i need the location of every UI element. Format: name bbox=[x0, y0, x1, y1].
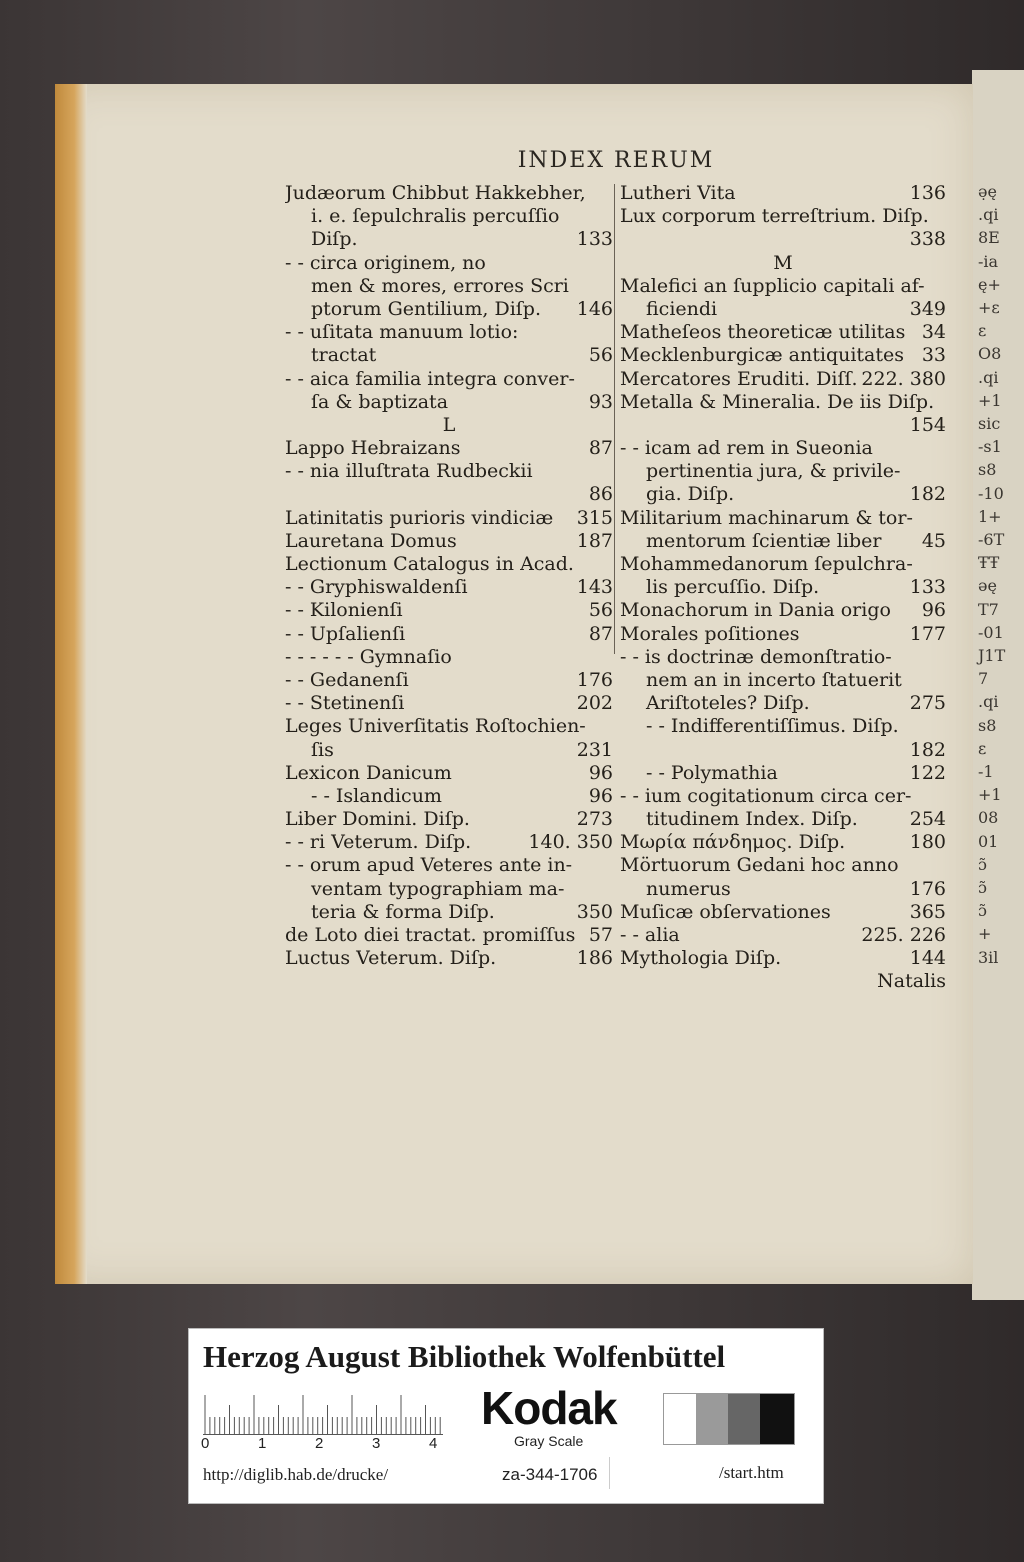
index-entry bbox=[620, 182, 946, 205]
index-entry-text: - - Islandicum bbox=[311, 784, 442, 807]
index-entry bbox=[620, 344, 946, 367]
next-page-fragment: O8 bbox=[978, 344, 1002, 364]
ruler-number: 4 bbox=[429, 1435, 438, 1452]
index-entry-text: ſis bbox=[311, 738, 334, 761]
index-entry bbox=[285, 669, 613, 692]
next-page-fragment: ɔ̃ bbox=[978, 878, 987, 897]
index-entry-page: 350 bbox=[576, 900, 613, 923]
gray-patch-black bbox=[760, 1394, 794, 1444]
index-entry-text: - - Gryphiswaldenſi bbox=[285, 576, 468, 599]
index-entry-page: 187 bbox=[576, 529, 613, 552]
index-entry-text: - - is doctrinæ demonſtratio- bbox=[620, 645, 892, 668]
index-entry-text: i. e. ſepulchralis percuſſio bbox=[311, 205, 560, 228]
next-page-fragment: 7 bbox=[978, 669, 989, 689]
next-page-fragment: 8E bbox=[978, 228, 1000, 248]
index-entry-text: Judæorum Chibbut Hakkebher, bbox=[285, 182, 586, 204]
index-entry-text: - - ium cogitationum circa cer- bbox=[620, 784, 912, 807]
index-entry-text: - - icam ad rem in Sueonia bbox=[620, 437, 873, 460]
index-entry-page: 87 bbox=[588, 622, 613, 645]
index-entry-page: 122 bbox=[909, 761, 946, 784]
index-entry-page: 275 bbox=[909, 692, 946, 715]
index-entry bbox=[620, 437, 946, 460]
index-entry bbox=[620, 205, 946, 228]
index-entry-text: - - alia bbox=[620, 924, 680, 946]
index-entry-page: 56 bbox=[588, 344, 613, 367]
index-entry-text: Leges Univerſitatis Roſtochien- bbox=[285, 715, 586, 738]
index-entry-page: 176 bbox=[576, 668, 613, 691]
next-page-fragment: +ε bbox=[978, 298, 1000, 317]
index-entry-page: 202 bbox=[576, 692, 613, 715]
index-entry-page: 365 bbox=[909, 900, 946, 923]
index-entry bbox=[620, 391, 946, 414]
next-page-fragment: -1 bbox=[978, 762, 994, 781]
index-entry bbox=[620, 368, 946, 391]
index-entry bbox=[285, 808, 613, 831]
index-entry-page: 176 bbox=[909, 877, 946, 900]
index-entry bbox=[620, 947, 946, 970]
index-entry bbox=[285, 414, 613, 437]
index-entry-text: - - nia illuſtrata Rudbeckii bbox=[285, 460, 533, 483]
index-entry-page: 144 bbox=[909, 947, 946, 970]
index-entry-text: Lappo Hebraizans bbox=[285, 437, 461, 460]
next-page-fragment: s8 bbox=[978, 460, 997, 480]
index-entry-page: 57 bbox=[588, 924, 613, 946]
index-entry bbox=[620, 414, 946, 437]
index-entry bbox=[620, 228, 946, 251]
index-entry-text: - - circa originem, no bbox=[285, 251, 486, 274]
index-entry-text: ficiendi bbox=[646, 297, 718, 320]
next-page-fragment: 01 bbox=[978, 831, 999, 851]
index-entry-text: - - Indifferentiſſimus. Diſp. bbox=[646, 715, 899, 738]
index-entry-text: - - Kilonienſi bbox=[285, 599, 403, 622]
index-entry-text: Lutheri Vita bbox=[620, 182, 736, 204]
index-entry bbox=[285, 739, 613, 762]
card-separator bbox=[609, 1457, 610, 1489]
index-entry-page: 96 bbox=[588, 761, 613, 784]
index-entry-page: 96 bbox=[921, 599, 946, 622]
index-entry-page: 180 bbox=[909, 831, 946, 854]
index-entry-text: lis percuſſio. Diſp. bbox=[646, 576, 820, 599]
index-entry-text: pertinentia jura, & privile- bbox=[646, 460, 901, 483]
index-entry bbox=[285, 762, 613, 785]
next-page-fragment: J1T bbox=[978, 646, 1006, 665]
index-entry-text: - - Polymathia bbox=[646, 761, 778, 784]
gray-patch-light bbox=[696, 1394, 728, 1444]
index-entry-page: 146 bbox=[576, 297, 613, 320]
index-entry-text: Lauretana Domus bbox=[285, 529, 457, 552]
index-entry bbox=[285, 228, 613, 251]
index-entry bbox=[620, 924, 946, 947]
index-entry bbox=[285, 831, 613, 854]
index-entry bbox=[620, 599, 946, 622]
index-entry bbox=[620, 669, 946, 692]
next-page-fragment: ε bbox=[978, 321, 987, 341]
index-entry bbox=[620, 460, 946, 483]
index-entry-page: 86 bbox=[588, 483, 613, 506]
index-entry-text: Morales poſitiones bbox=[620, 622, 800, 645]
index-entry-text: Mecklenburgicæ antiquitates bbox=[620, 344, 905, 367]
gray-patch-white bbox=[664, 1394, 696, 1444]
index-entry-page: 45 bbox=[921, 529, 946, 552]
next-page-fragment: .qi bbox=[978, 367, 999, 387]
index-entry-text: Matheſeos theoreticæ utilitas bbox=[620, 321, 906, 344]
index-entry bbox=[620, 901, 946, 924]
next-page-fragment: sic bbox=[978, 414, 1001, 433]
index-entry bbox=[620, 808, 946, 831]
index-entry bbox=[285, 275, 613, 298]
index-entry bbox=[620, 298, 946, 321]
next-page-fragment: ɔ̃ bbox=[978, 901, 987, 921]
index-entry-text: ptorum Gentilium, Diſp. bbox=[311, 297, 542, 320]
next-page-fragment: T7 bbox=[978, 599, 999, 619]
next-page-fragment: ε bbox=[978, 738, 987, 758]
index-entry bbox=[285, 924, 613, 947]
next-page-fragment: ɔ̃ bbox=[978, 854, 987, 874]
index-entry bbox=[620, 252, 946, 275]
index-entry-text: - - orum apud Veteres ante in- bbox=[285, 854, 573, 877]
index-entry-text: Metalla & Mineralia. De iis Diſp. bbox=[620, 390, 935, 413]
index-entry-page: 222. 380 bbox=[861, 367, 946, 390]
running-head: INDEX RERUM bbox=[517, 148, 715, 173]
index-entry bbox=[620, 576, 946, 599]
index-entry-text: Liber Domini. Diſp. bbox=[285, 808, 470, 831]
index-entry-page: 96 bbox=[588, 784, 613, 807]
index-entry bbox=[285, 252, 613, 275]
index-entry bbox=[620, 530, 946, 553]
index-entry bbox=[285, 298, 613, 321]
index-entry bbox=[620, 739, 946, 762]
index-entry bbox=[620, 715, 946, 738]
index-entry bbox=[285, 205, 613, 228]
kodak-logo: Kodak bbox=[481, 1382, 617, 1434]
index-entry-page: 140. 350 bbox=[528, 831, 613, 854]
index-entry-page: 143 bbox=[576, 576, 613, 599]
index-entry-page: 93 bbox=[588, 390, 613, 413]
index-entry bbox=[620, 785, 946, 808]
next-page-fragment: 08 bbox=[978, 808, 999, 828]
index-entry-page: 34 bbox=[921, 321, 946, 344]
index-entry bbox=[620, 854, 946, 877]
index-entry bbox=[285, 878, 613, 901]
index-entry-text: Mythologia Diſp. bbox=[620, 947, 782, 970]
index-entry bbox=[285, 623, 613, 646]
index-entry bbox=[620, 553, 946, 576]
index-entry bbox=[285, 854, 613, 877]
index-entry-text: Militarium machinarum & tor- bbox=[620, 506, 913, 529]
index-entry bbox=[620, 762, 946, 785]
index-entry-text: mentorum ſcientiæ liber bbox=[646, 529, 882, 552]
index-entry-page: 133 bbox=[909, 576, 946, 599]
index-entry bbox=[620, 831, 946, 854]
next-page-edge bbox=[972, 70, 1024, 1300]
scale-ruler bbox=[203, 1391, 443, 1435]
next-page-fragment: ə̣ę bbox=[978, 182, 997, 201]
next-page-fragment: -10 bbox=[978, 483, 1004, 503]
index-entry bbox=[285, 460, 613, 483]
index-entry bbox=[285, 344, 613, 367]
index-entry-page: 182 bbox=[909, 738, 946, 761]
next-page-fragment: ę+ bbox=[978, 274, 1001, 294]
index-entry-text: Mohammedanorum ſepulchra- bbox=[620, 553, 913, 575]
index-entry bbox=[285, 599, 613, 622]
index-entry-text: Lux corporum terreſtrium. Diſp. bbox=[620, 205, 929, 228]
index-entry-text: Lectionum Catalogus in Acad. bbox=[285, 553, 574, 575]
index-entry-text: - - ri Veterum. Diſp. bbox=[285, 831, 472, 854]
index-entry bbox=[285, 715, 613, 738]
index-entry-page: 182 bbox=[909, 483, 946, 506]
next-page-fragment: -6T bbox=[978, 530, 1005, 549]
next-page-fragment: -01 bbox=[978, 622, 1004, 642]
index-entry-page: 349 bbox=[909, 297, 946, 320]
index-entry bbox=[620, 646, 946, 669]
index-entry bbox=[285, 391, 613, 414]
index-entry-page: 33 bbox=[921, 344, 946, 367]
index-entry-text: Μωρία πάνδημος. Diſp. bbox=[620, 831, 846, 854]
shelfmark: za-344-1706 bbox=[502, 1465, 598, 1484]
next-page-fragment: əę bbox=[978, 576, 997, 596]
index-entry bbox=[285, 646, 613, 669]
index-entry-text: nem an in incerto ſtatuerit bbox=[646, 668, 902, 691]
next-page-fragment: .qi bbox=[978, 692, 999, 712]
index-entry-text: Ariſtoteles? Diſp. bbox=[646, 692, 810, 715]
index-entry-text: - - aica familia integra conver- bbox=[285, 367, 575, 390]
index-entry-page: 254 bbox=[909, 808, 946, 831]
index-entry bbox=[285, 437, 613, 460]
index-entry-page: 231 bbox=[576, 738, 613, 761]
next-page-fragment: +1 bbox=[978, 785, 1002, 805]
index-entry-text: Monachorum in Dania origo bbox=[620, 599, 891, 622]
index-entry bbox=[285, 553, 613, 576]
index-entry-text: tractat bbox=[311, 344, 377, 367]
index-entry-page: 133 bbox=[576, 228, 613, 251]
index-entry-page: 87 bbox=[588, 437, 613, 460]
gray-patch-mid bbox=[728, 1394, 760, 1444]
ruler-number: 3 bbox=[372, 1435, 381, 1452]
index-entry bbox=[620, 483, 946, 506]
ruler-number: 2 bbox=[315, 1435, 324, 1452]
index-entry-page: 225. 226 bbox=[861, 924, 946, 946]
index-entry bbox=[620, 321, 946, 344]
index-entry bbox=[285, 901, 613, 924]
index-entry-text: M bbox=[773, 251, 793, 274]
index-entry bbox=[285, 576, 613, 599]
index-entry bbox=[285, 182, 613, 205]
index-entry-text: Lexicon Danicum bbox=[285, 761, 452, 784]
index-entry bbox=[285, 692, 613, 715]
next-page-fragment: 3il bbox=[978, 947, 999, 967]
index-entry-text: de Loto diei tractat. promiſſus bbox=[285, 924, 576, 946]
index-entry-text: men & mores, errores Scri bbox=[311, 274, 569, 297]
next-page-fragment: 1+ bbox=[978, 506, 1002, 526]
index-entry-page: 273 bbox=[576, 808, 613, 831]
index-entry-text: Mercatores Eruditi. Diſſ. bbox=[620, 367, 858, 390]
next-page-fragment: -s1 bbox=[978, 437, 1002, 457]
index-entry-page: 338 bbox=[909, 228, 946, 251]
index-entry-text: gia. Diſp. bbox=[646, 483, 735, 506]
url-suffix: /start.htm bbox=[719, 1463, 784, 1482]
index-entry bbox=[285, 507, 613, 530]
index-entry-text: ventam typographiam ma- bbox=[311, 877, 565, 900]
next-page-fragment: ŦŦ bbox=[978, 553, 1000, 573]
index-entry bbox=[285, 785, 613, 808]
next-page-fragment: + bbox=[978, 924, 992, 944]
index-entry-text: - - uſitata manuum lotio: bbox=[285, 321, 519, 344]
next-page-fragment: +1 bbox=[978, 390, 1002, 410]
index-entry-text: Diſp. bbox=[311, 228, 358, 251]
index-entry bbox=[285, 483, 613, 506]
index-entry-page: 136 bbox=[909, 182, 946, 204]
column-divider bbox=[614, 184, 615, 654]
gray-scale-label: Gray Scale bbox=[514, 1433, 584, 1449]
index-entry bbox=[620, 623, 946, 646]
library-color-card bbox=[188, 1328, 824, 1504]
index-entry-page: 186 bbox=[576, 947, 613, 970]
index-column-right bbox=[620, 182, 946, 993]
index-entry-text: teria & forma Diſp. bbox=[311, 900, 495, 923]
page-gilt-edge bbox=[55, 84, 87, 1284]
index-entry-text: - - - - - - Gymnaſio bbox=[285, 645, 452, 668]
ruler-number: 0 bbox=[201, 1435, 210, 1452]
index-column-left bbox=[285, 182, 613, 970]
index-entry-text: ſa & baptizata bbox=[311, 390, 449, 413]
index-entry-text: L bbox=[442, 413, 456, 436]
index-entry bbox=[620, 275, 946, 298]
ruler-number: 1 bbox=[258, 1435, 267, 1452]
next-page-fragment: s8 bbox=[978, 715, 997, 735]
catchword: Natalis bbox=[877, 970, 946, 993]
index-entry bbox=[285, 368, 613, 391]
index-entry bbox=[285, 321, 613, 344]
library-name: Herzog August Bibliothek Wolfenbüttel bbox=[203, 1339, 726, 1374]
next-page-fragment: -ia bbox=[978, 251, 999, 271]
next-page-fragment: .qi bbox=[978, 205, 999, 225]
index-entry-text: Latinitatis purioris vindiciæ bbox=[285, 506, 554, 529]
index-entry-text: - - Gedanenſi bbox=[285, 668, 409, 691]
index-entry-text: titudinem Index. Diſp. bbox=[646, 808, 858, 831]
index-entry-text: Luctus Veterum. Diſp. bbox=[285, 947, 497, 970]
index-entry-text: numerus bbox=[646, 877, 731, 900]
index-entry-page: 56 bbox=[588, 599, 613, 622]
index-entry-text: Malefici an ſupplicio capitali af- bbox=[620, 274, 925, 297]
index-entry-text: - - Stetinenſi bbox=[285, 692, 405, 715]
index-entry bbox=[285, 947, 613, 970]
index-entry-text: Muſicæ obſervationes bbox=[620, 900, 831, 923]
gray-scale-patches bbox=[663, 1393, 795, 1445]
index-entry-page: 177 bbox=[909, 622, 946, 645]
index-entry bbox=[620, 507, 946, 530]
index-entry bbox=[620, 878, 946, 901]
index-entry bbox=[620, 692, 946, 715]
index-entry bbox=[285, 530, 613, 553]
index-entry-text: Mörtuorum Gedani hoc anno bbox=[620, 854, 899, 877]
index-entry-page: 154 bbox=[909, 413, 946, 436]
index-entry-text: - - Upſalienſi bbox=[285, 622, 406, 645]
index-entry-page: 315 bbox=[576, 506, 613, 529]
digital-library-url: http://diglib.hab.de/drucke/ bbox=[203, 1465, 389, 1484]
